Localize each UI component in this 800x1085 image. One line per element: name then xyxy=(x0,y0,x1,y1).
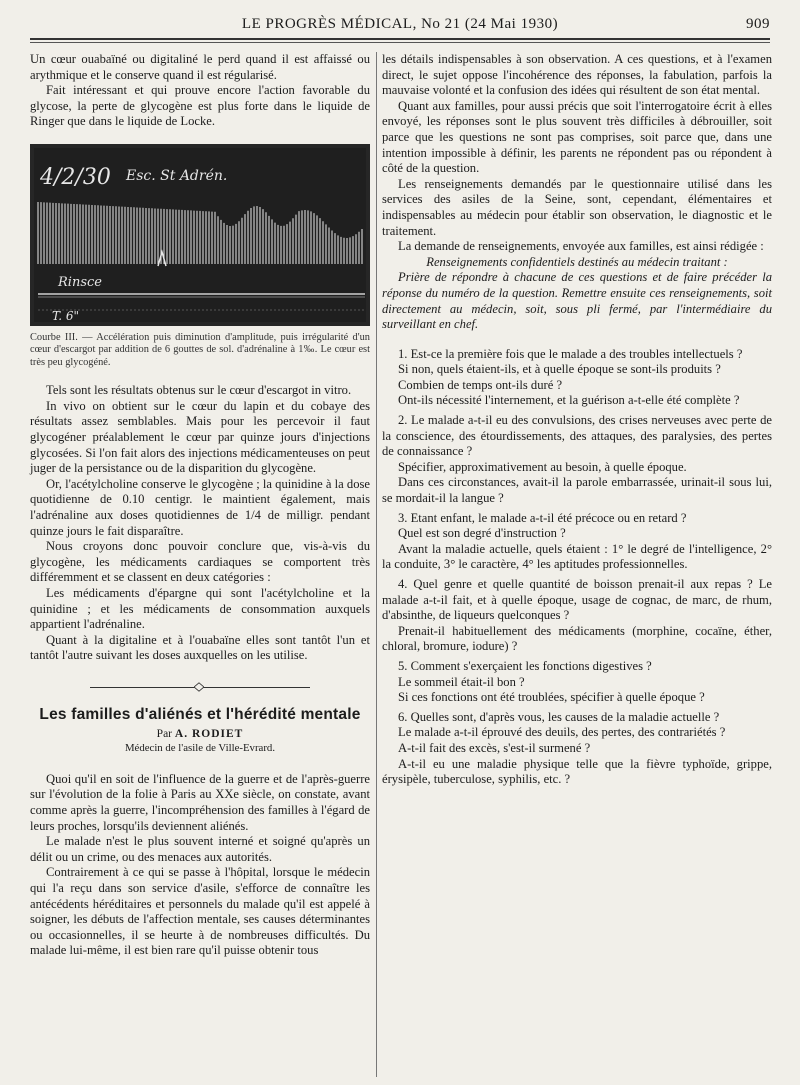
question: Prenait-il habituellement des médicaments (morphine, cocaïne, éther, chloral, bromure, iodure) ? xyxy=(382,623,772,654)
questionnaire-heading: Renseignements confidentiels destinés au médecin traitant : xyxy=(426,254,728,269)
figure-caption: Courbe III. — Accélération puis diminution d'amplitude, puis irrégularité d'un cœur d'escargot par addition de 6 gouttes de sol. d'adrénaline à 1‰. Le cœur est très peu glycogéné. xyxy=(30,331,370,368)
paragraph: Un cœur ouabaïné ou digitaliné le perd quand il est affaissé ou arythmique et le conserve quand il est régularisé. xyxy=(30,52,370,82)
question: A-t-il eu une maladie physique telle que la fièvre typhoïde, grippe, érysipèle, tuberculose, syphilis, etc. ? xyxy=(382,756,772,787)
figure-date-writing: 4/2/30 xyxy=(40,164,111,190)
question: Le malade a-t-il éprouvé des deuils, des pertes, des contrariétés ? xyxy=(398,725,726,740)
question: 4. Quel genre et quelle quantité de boisson prenait-il aux repas ? Le malade a-t-il fait, et à quelle époque, usage de cognac, de marc, de rhum, d'absinthe, de liqueurs quelconques ? xyxy=(382,577,772,623)
question: Quel est son degré d'instruction ? xyxy=(398,526,566,541)
figure-label-bottom: Rinsce xyxy=(58,274,102,290)
question: Le sommeil était-il bon ? xyxy=(398,674,525,689)
question: 3. Etant enfant, le malade a-t-il été précoce ou en retard ? xyxy=(398,510,687,525)
paragraph: Contrairement à ce qui se passe à l'hôpital, lorsque le médecin qui l'a reçu dans son service d'asile, s'efforce de connaître les antécédents héréditaires et personnels du malade qu'il est appelé à soigner, les débuts de l'affection mentale, ses causes déterminantes ou occasionnelles, il se heurte à de nombreuses difficultés. Du malade lui-même, il est bien rare qu'il puisse obtenir tous xyxy=(30,865,370,958)
question: Si ces fonctions ont été troublées, spécifier à quelle époque ? xyxy=(398,690,705,705)
ornament-icon xyxy=(194,682,204,692)
section-separator xyxy=(90,682,310,692)
column-divider xyxy=(376,52,377,1077)
question: Combien de temps ont-ils duré ? xyxy=(398,377,563,392)
paragraph: Les médicaments d'épargne qui sont l'acétylcholine et la quinidine ; et les médicaments de consommation auxquels appartient l'adrénaline. xyxy=(30,585,370,632)
header-rule-thin xyxy=(30,42,770,43)
paragraph: Quant à la digitaline et à l'ouabaïne elles sont tantôt l'un et tantôt l'autre suivant les doses auxquelles on les utilise. xyxy=(30,632,370,663)
paragraph: Quoi qu'il en soit de l'influence de la guerre et de l'après-guerre sur l'évolution de la folie à Paris au XXe siècle, on constate, avant comme après la guerre, l'incompréhension des familles à l'égard de leurs proches, lorsqu'ils deviennent aliénés. xyxy=(30,771,370,833)
right-column xyxy=(382,52,772,788)
header-rule xyxy=(30,38,770,40)
paragraph: Quant aux familles, pour aussi précis que soit l'interrogatoire écrit à elles envoyé, les réponses sont le plus souvent très difficiles à débrouiller, soit parce que les questions ne sont pas comprises, soit parce que, dans une intention impossible à définir, les parents ne répondent pas ou répondent à côté de la question. xyxy=(382,98,772,176)
page-number: 909 xyxy=(746,16,770,32)
question: 1. Est-ce la première fois que le malade a des troubles intellectuels ? xyxy=(398,346,743,361)
question: Si non, quels étaient-ils, et à quelle époque se sont-ils produits ? xyxy=(398,362,721,377)
question: Spécifier, approximativement au besoin, à quelle époque. xyxy=(398,459,687,474)
paragraph: Fait intéressant et qui prouve encore l'action favorable du glycose, la perte de glycogène est plus forte dans le liquide de Ringer que dans le liquide de Locke. xyxy=(30,83,370,129)
questionnaire-instructions: Prière de répondre à chacune de ces questions et de faire précéder la réponse du numéro de la question. Remettre ensuite ces renseignements, soit directement au médecin, soit, sous pli fermé, par l'intermédiaire du surveillant en chef. xyxy=(382,270,772,332)
figure-time-label: T. 6" xyxy=(52,308,80,323)
journal-title: LE PROGRÈS MÉDICAL, No 21 (24 Mai 1930) xyxy=(241,16,559,32)
byline-prefix: Par xyxy=(156,727,173,740)
paragraph: Tels sont les résultats obtenus sur le cœur d'escargot in vitro. xyxy=(46,383,352,398)
paragraph: La demande de renseignements, envoyée aux familles, est ainsi rédigée : xyxy=(398,239,764,254)
left-column xyxy=(30,52,370,959)
kymograph-figure xyxy=(30,144,370,326)
paragraph: Nous croyons donc pouvoir conclure que, vis-à-vis du glycogène, les médicaments cardiaques se comportent très différemment et se classent en deux catégories : xyxy=(30,539,370,585)
figure-label-writing: Esc. St Adrén. xyxy=(126,167,228,184)
byline xyxy=(30,728,370,740)
question: 2. Le malade a-t-il eu des convulsions, des crises nerveuses avec perte de la conscience, des étourdissements, des attaques, des paralysies, des pertes de connaissance ? xyxy=(382,413,772,459)
paragraph: les détails indispensables à son observation. A ces questions, et à l'examen direct, le sujet oppose l'incohérence des réponses, la fabulation, parfois la mauvaise volonté et la confusion des idées qui résultent de son état mental. xyxy=(382,52,772,98)
paragraph: Les renseignements demandés par le questionnaire utilisé dans les services des asiles de la Seine, sont, cependant, élémentaires et indispensables au médecin pour établir son observation, le diagnostic et le traitement. xyxy=(382,176,772,238)
question: 5. Comment s'exerçaient les fonctions digestives ? xyxy=(398,658,652,673)
question: Dans ces circonstances, avait-il la parole embarrassée, urinait-il sous lui, se mordait-il la langue ? xyxy=(382,475,772,506)
question: A-t-il fait des excès, s'est-il surmené ? xyxy=(398,740,591,755)
author-affiliation: Médecin de l'asile de Ville-Evrard. xyxy=(124,741,276,754)
question: Ont-ils nécessité l'internement, et la guérison a-t-elle été complète ? xyxy=(398,393,740,408)
paragraph: Or, l'acétylcholine conserve le glycogène ; la quinidine à la dose quotidienne de 0.10 centigr. le maintient également, mais l'adrénaline aux doses quotidiennes de 1/4 de milligr. pendant quinze jours le fait disparaître. xyxy=(30,476,370,538)
paragraph: Le malade n'est le plus souvent interné et soigné qu'après un délit ou un crime, ou des menaces aux autorités. xyxy=(30,834,370,864)
author-name: A. RODIET xyxy=(174,727,244,740)
article-title: Les familles d'aliénés et l'hérédité mentale xyxy=(39,705,361,723)
paragraph: In vivo on obtient sur le cœur du lapin et du cobaye des résultats assez semblables. Mais pour les percevoir il faut glycogéner préalablement le cœur par quinze jours d'injections glycosées. Si l'on fait alors des injections médicamenteuses on peut juger de la persistance ou de la disparition du glycogène. xyxy=(30,398,370,476)
question: Avant la maladie actuelle, quels étaient : 1° le degré de l'intelligence, 2° la conduite, 3° le caractère, 4° les aptitudes professionnelles. xyxy=(382,541,772,572)
question: 6. Quelles sont, d'après vous, les causes de la maladie actuelle ? xyxy=(398,709,720,724)
running-header xyxy=(30,14,770,36)
